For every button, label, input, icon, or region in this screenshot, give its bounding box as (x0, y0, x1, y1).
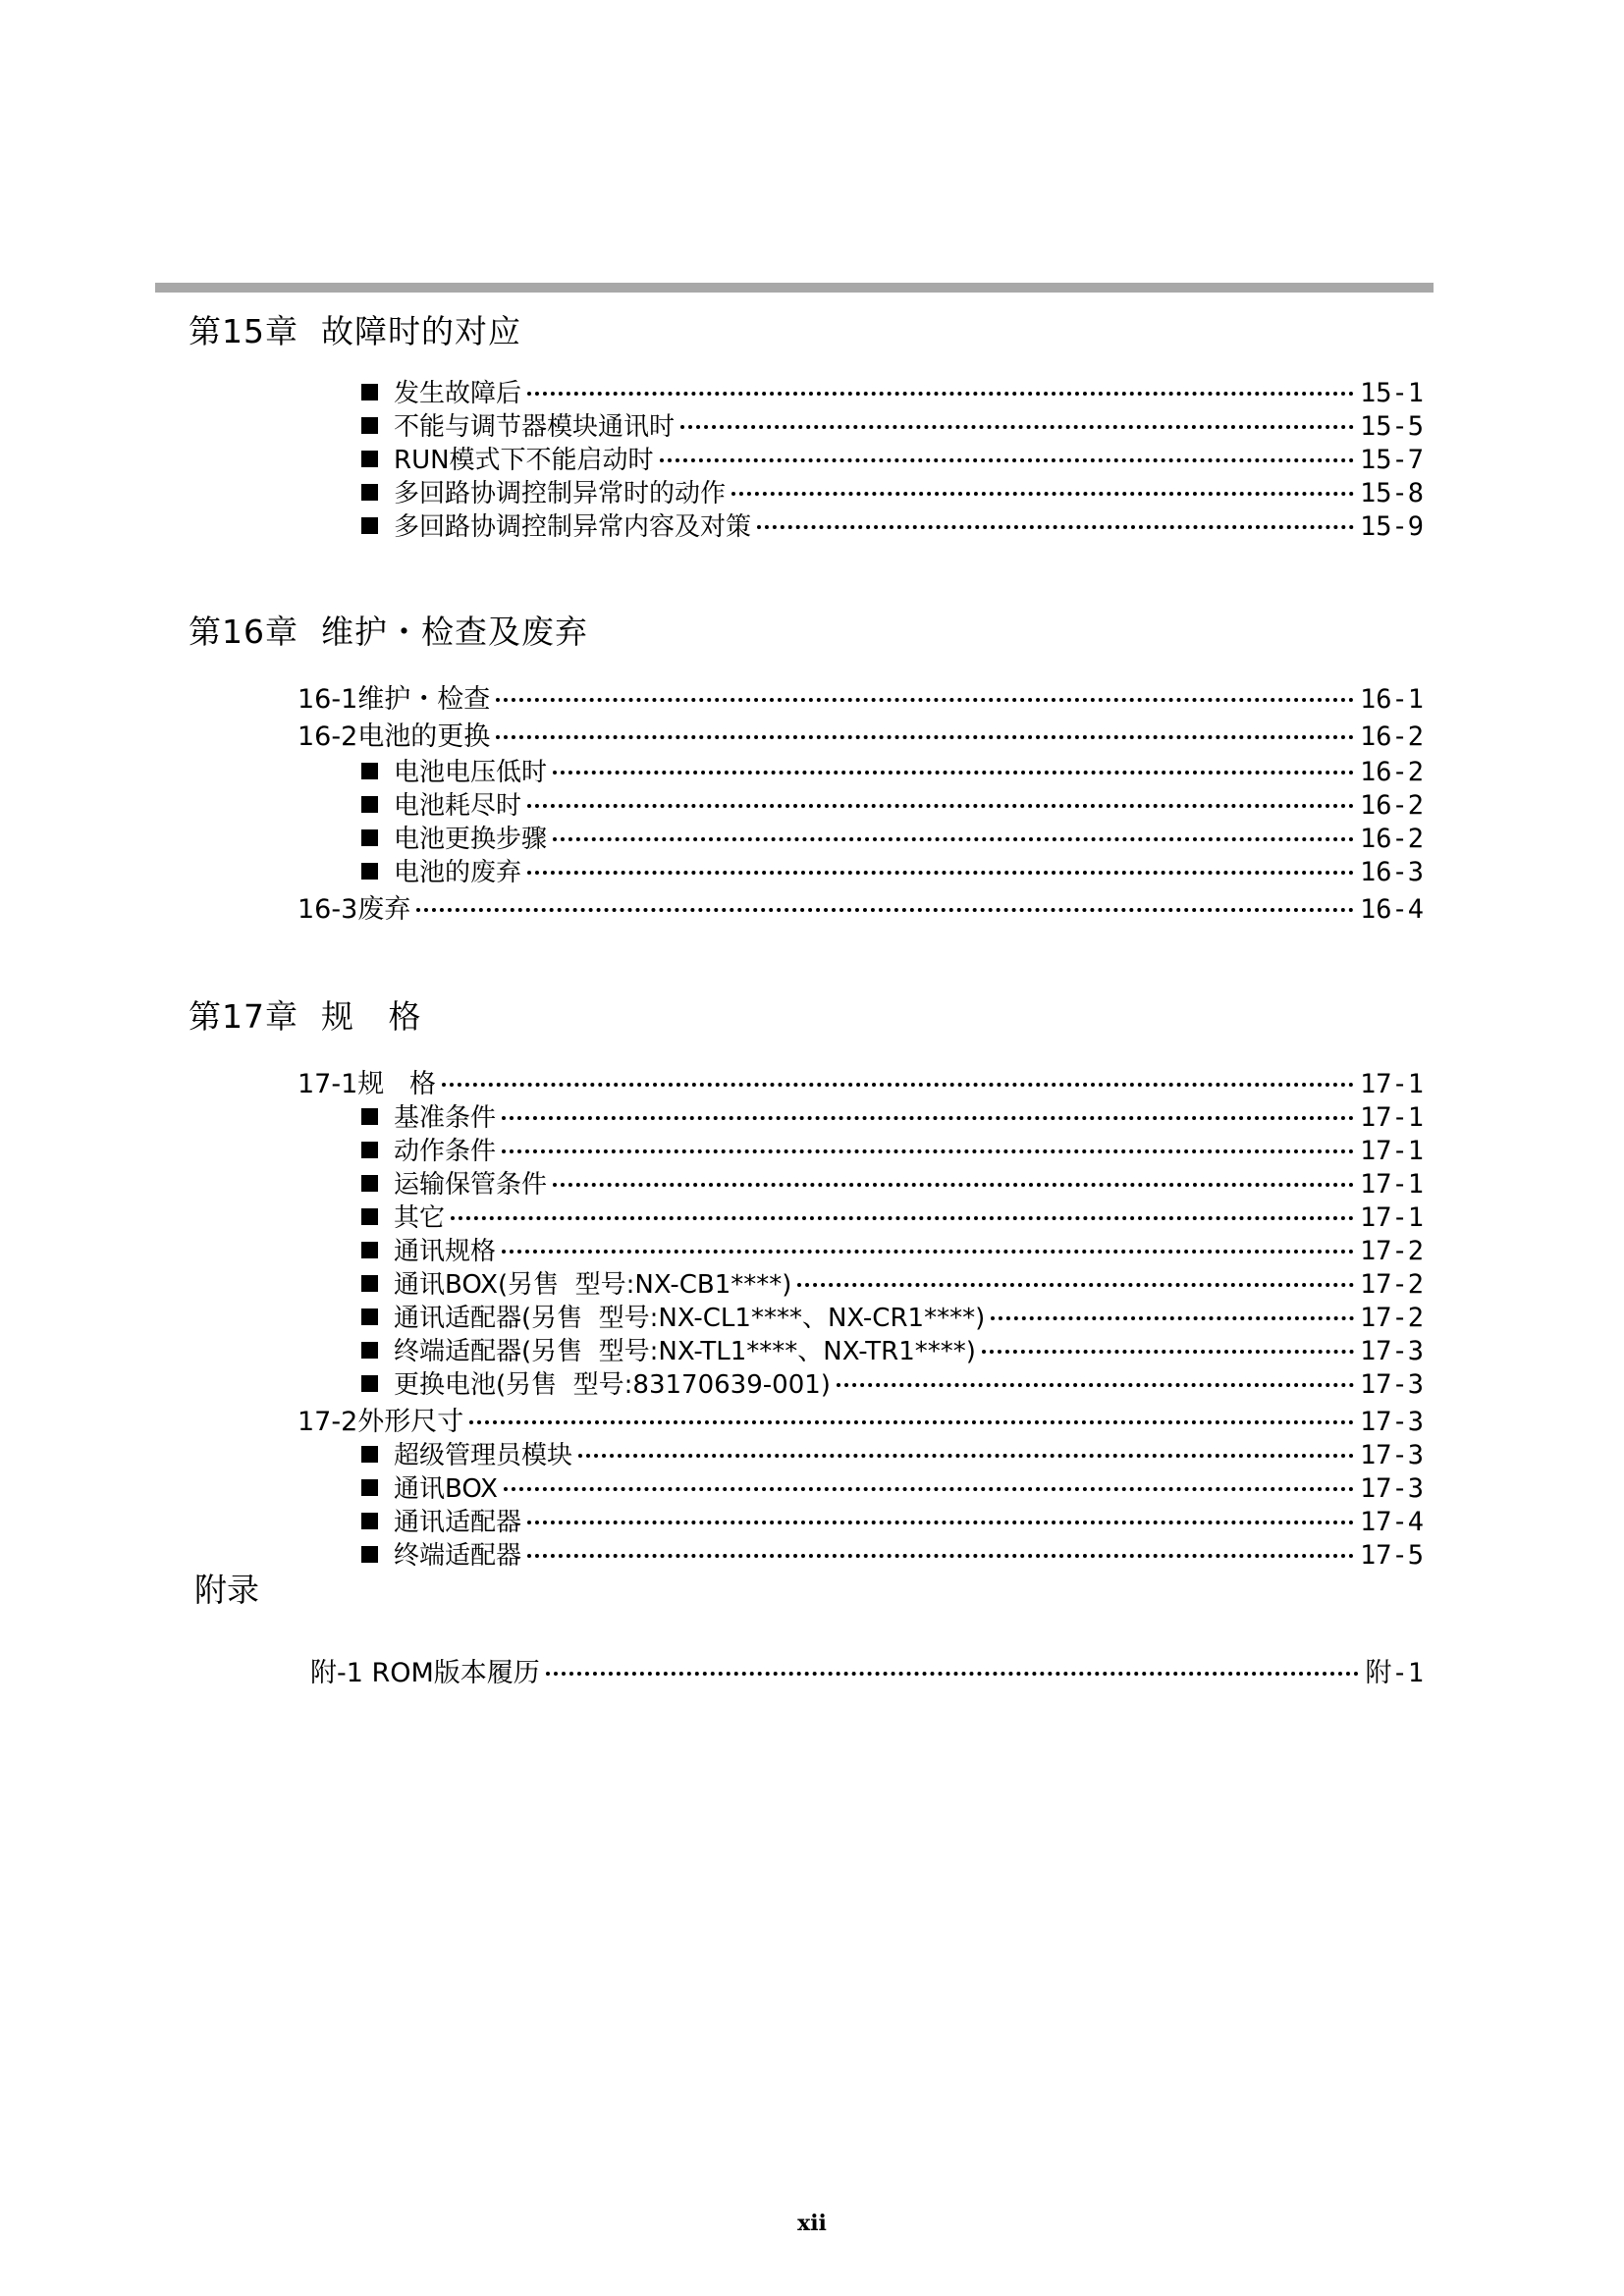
toc-entry-label: 动作条件 (394, 1137, 497, 1166)
toc-entry-page: 17-3 (1359, 1336, 1424, 1366)
dot-leader (416, 907, 1354, 912)
toc-entry[interactable] (361, 1298, 1424, 1334)
bullet-square-icon (361, 1275, 378, 1292)
toc-section[interactable] (298, 677, 1424, 716)
page-number: xii (797, 2211, 827, 2236)
chapter-16-title: 第16章 维护・检查及废弃 (189, 613, 588, 651)
toc-entry[interactable] (361, 373, 1424, 409)
toc-entry-page: 17-1 (1359, 1136, 1424, 1166)
toc-entry-page: 17-5 (1359, 1540, 1424, 1571)
dot-leader (553, 770, 1354, 774)
toc-entry-label: 16-2电池的更换 (298, 721, 491, 752)
toc-entry-page: 15-1 (1359, 378, 1424, 408)
header-rule (155, 283, 1434, 293)
toc-entry-label: 不能与调节器模块通讯时 (394, 412, 676, 442)
bullet-square-icon (361, 1142, 378, 1158)
bullet-square-icon (361, 517, 378, 534)
toc-entry[interactable] (361, 1097, 1424, 1134)
dot-leader (527, 870, 1354, 875)
dot-leader (469, 1419, 1354, 1424)
toc-entry-page: 16-2 (1359, 721, 1424, 752)
toc-entry-page: 17-1 (1359, 1202, 1424, 1233)
toc-entry-label: RUN模式下不能启动时 (394, 446, 654, 475)
toc-entry-label: 发生故障后 (394, 379, 522, 408)
toc-entry-label: 电池电压低时 (394, 758, 548, 787)
toc-entry[interactable] (361, 1535, 1424, 1572)
dot-leader (837, 1382, 1354, 1387)
appendix-title: 附录 (194, 1571, 259, 1609)
bullet-square-icon (361, 1446, 378, 1463)
toc-entry-label: 通讯规格 (394, 1237, 497, 1266)
toc-entry-page: 17-2 (1359, 1236, 1424, 1266)
dot-leader (496, 734, 1354, 739)
toc-entry-label: 通讯适配器(另售 型号:NX-CL1****、NX-CR1****) (394, 1304, 986, 1333)
dot-leader (731, 491, 1354, 496)
toc-entry[interactable] (361, 473, 1424, 509)
toc-entry[interactable] (361, 406, 1424, 443)
toc-entry-page: 16-1 (1359, 684, 1424, 715)
bullet-square-icon (361, 384, 378, 400)
toc-entry-page: 16-2 (1359, 790, 1424, 821)
dot-leader (982, 1349, 1354, 1354)
dot-leader (496, 697, 1354, 702)
toc-entry-page: 16-2 (1359, 824, 1424, 854)
toc-entry-page: 17-3 (1359, 1473, 1424, 1504)
dot-leader (527, 1520, 1354, 1524)
toc-entry-label: 终端适配器(另售 型号:NX-TL1****、NX-TR1****) (394, 1337, 976, 1366)
toc-entry-page: 17-1 (1359, 1069, 1424, 1099)
dot-leader (578, 1453, 1354, 1458)
dot-leader (502, 1115, 1354, 1120)
toc-entry-page: 16-2 (1359, 757, 1424, 787)
bullet-square-icon (361, 1513, 378, 1529)
bullet-square-icon (361, 829, 378, 846)
toc-entry[interactable] (361, 1364, 1424, 1401)
dot-leader (660, 457, 1354, 462)
toc-entry-label: 终端适配器 (394, 1541, 522, 1571)
bullet-square-icon (361, 1308, 378, 1325)
bullet-square-icon (361, 796, 378, 813)
bullet-square-icon (361, 1208, 378, 1225)
toc-entry-page: 附-1 (1365, 1658, 1424, 1688)
bullet-square-icon (361, 451, 378, 467)
toc-entry-page: 17-3 (1359, 1369, 1424, 1400)
bullet-square-icon (361, 863, 378, 880)
toc-entry-page: 15-7 (1359, 445, 1424, 475)
toc-section[interactable] (298, 1062, 1424, 1100)
dot-leader (502, 1148, 1354, 1153)
chapter-15-title: 第15章 故障时的对应 (189, 312, 521, 350)
bullet-square-icon (361, 763, 378, 779)
toc-entry-label: 电池耗尽时 (394, 791, 522, 821)
toc-entry-page: 17-2 (1359, 1303, 1424, 1333)
dot-leader (527, 391, 1354, 396)
dot-leader (527, 803, 1354, 808)
dot-leader (553, 836, 1354, 841)
toc-entry-label: 附-1 ROM版本履历 (310, 1658, 540, 1688)
toc-entry[interactable] (361, 1502, 1424, 1538)
dot-leader (991, 1315, 1354, 1320)
chapter-17-title: 第17章 规 格 (189, 997, 422, 1036)
dot-leader (546, 1671, 1360, 1676)
dot-leader (451, 1215, 1354, 1220)
toc-section[interactable] (298, 887, 1424, 926)
toc-entry[interactable] (361, 852, 1424, 888)
bullet-square-icon (361, 1342, 378, 1359)
toc-entry[interactable] (361, 1198, 1424, 1234)
bullet-square-icon (361, 484, 378, 501)
toc-entry-page: 17-1 (1359, 1169, 1424, 1200)
dot-leader (797, 1282, 1354, 1287)
toc-section[interactable] (298, 1400, 1424, 1438)
toc-entry-label: 通讯适配器 (394, 1508, 522, 1537)
toc-entry-label: 17-1规 格 (298, 1069, 437, 1099)
bullet-square-icon (361, 1175, 378, 1192)
toc-entry-page: 17-1 (1359, 1102, 1424, 1133)
dot-leader (680, 424, 1354, 429)
toc-entry-label: 其它 (394, 1203, 446, 1233)
toc-entry[interactable] (361, 1231, 1424, 1267)
bullet-square-icon (361, 1242, 378, 1258)
toc-entry-label: 多回路协调控制异常内容及对策 (394, 512, 752, 542)
toc-entry-page: 17-3 (1359, 1440, 1424, 1470)
toc-entry-label: 运输保管条件 (394, 1170, 548, 1200)
toc-section[interactable] (310, 1651, 1424, 1689)
dot-leader (553, 1182, 1354, 1187)
dot-leader (442, 1082, 1354, 1087)
toc-entry-label: 电池更换步骤 (394, 825, 548, 854)
toc-entry-page: 17-4 (1359, 1507, 1424, 1537)
toc-entry-label: 16-3废弃 (298, 894, 411, 925)
dot-leader (502, 1249, 1354, 1254)
dot-leader (527, 1553, 1354, 1558)
toc-entry-page: 15-5 (1359, 411, 1424, 442)
toc-entry-label: 超级管理员模块 (394, 1441, 573, 1470)
toc-entry-page: 17-2 (1359, 1269, 1424, 1300)
bullet-square-icon (361, 1479, 378, 1496)
toc-entry-label: 多回路协调控制异常时的动作 (394, 479, 727, 508)
toc-entry-label: 通讯BOX (394, 1474, 498, 1504)
toc-entry[interactable] (361, 819, 1424, 855)
toc-entry-label: 17-2外形尺寸 (298, 1407, 464, 1437)
toc-entry[interactable] (361, 1468, 1424, 1505)
toc-entry[interactable] (361, 1435, 1424, 1471)
toc-entry-page: 15-9 (1359, 511, 1424, 542)
toc-entry[interactable] (361, 1331, 1424, 1367)
toc-entry-label: 基准条件 (394, 1103, 497, 1133)
toc-entry[interactable] (361, 507, 1424, 543)
bullet-square-icon (361, 1546, 378, 1563)
toc-entry-label: 更换电池(另售 型号:83170639-001) (394, 1370, 831, 1400)
toc-entry[interactable] (361, 752, 1424, 788)
toc-entry[interactable] (361, 1264, 1424, 1301)
toc-entry-label: 通讯BOX(另售 型号:NX-CB1****) (394, 1270, 792, 1300)
dot-leader (757, 524, 1354, 529)
dot-leader (504, 1486, 1354, 1491)
toc-entry[interactable] (361, 1164, 1424, 1201)
toc-entry-page: 15-8 (1359, 478, 1424, 508)
toc-entry[interactable] (361, 785, 1424, 822)
bullet-square-icon (361, 1375, 378, 1392)
toc-entry[interactable] (361, 440, 1424, 476)
bullet-square-icon (361, 417, 378, 434)
toc-entry-label: 16-1维护・检查 (298, 684, 491, 715)
toc-entry[interactable] (361, 1131, 1424, 1167)
toc-entry-page: 16-4 (1359, 894, 1424, 925)
toc-entry-page: 16-3 (1359, 857, 1424, 887)
bullet-square-icon (361, 1108, 378, 1125)
toc-entry-page: 17-3 (1359, 1407, 1424, 1437)
toc-section[interactable] (298, 715, 1424, 753)
toc-entry-label: 电池的废弃 (394, 858, 522, 887)
